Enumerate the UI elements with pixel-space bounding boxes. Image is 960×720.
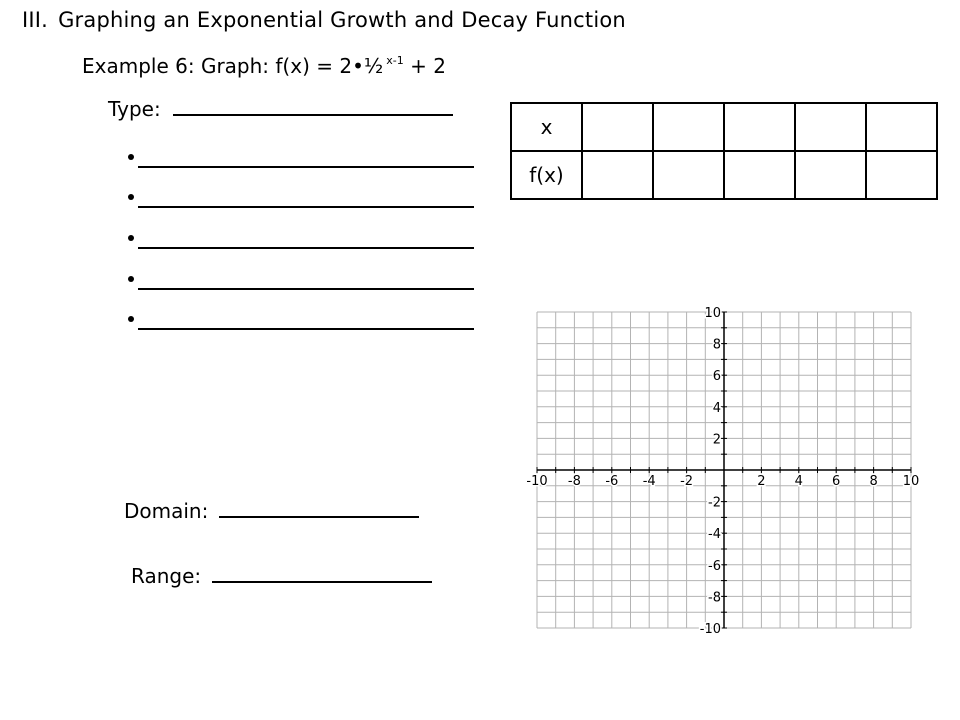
type-field	[108, 96, 453, 121]
section-title: Graphing an Exponential Growth and Decay Function	[58, 8, 626, 32]
table-cell[interactable]	[795, 103, 866, 151]
y-tick-label: -2	[708, 495, 721, 511]
y-tick-label: 2	[712, 432, 721, 448]
table-cell[interactable]	[582, 103, 653, 151]
domain-label: Domain:	[124, 499, 209, 523]
table-row-label: x	[511, 103, 582, 151]
x-tick-label: 6	[832, 474, 841, 489]
bullet-answer-blank[interactable]	[138, 188, 474, 208]
table-row-label: f(x)	[511, 151, 582, 199]
x-tick-label: -2	[680, 474, 694, 489]
table-cell[interactable]	[866, 103, 937, 151]
y-tick-label: -10	[699, 622, 721, 637]
bullet-icon	[128, 235, 134, 241]
table-cell[interactable]	[724, 151, 795, 199]
bullet-icon	[128, 276, 134, 282]
table-cell[interactable]	[653, 103, 724, 151]
domain-field	[124, 498, 419, 523]
x-tick-label: 4	[794, 474, 803, 489]
domain-answer-blank[interactable]	[219, 498, 419, 518]
table-cell[interactable]	[653, 151, 724, 199]
type-answer-blank[interactable]	[173, 96, 453, 116]
coordinate-grid	[526, 302, 920, 637]
x-tick-label: -4	[642, 474, 656, 489]
y-tick-label: -8	[708, 590, 721, 606]
example-exponent: x-1	[386, 54, 404, 68]
bullet-icon	[128, 154, 134, 160]
bullet-blank-4	[128, 270, 474, 295]
x-tick-label: 2	[757, 474, 766, 489]
bullet-blank-2	[128, 188, 474, 213]
y-tick-label: 6	[712, 369, 721, 385]
bullet-answer-blank[interactable]	[138, 148, 474, 168]
example-text: Example 6: Graph: f(x) = 2•½	[82, 54, 384, 78]
section-numeral: III.	[22, 8, 49, 32]
x-tick-label: 10	[902, 474, 920, 489]
bullet-answer-blank[interactable]	[138, 229, 474, 249]
bullet-icon	[128, 316, 134, 322]
y-tick-label: -6	[708, 558, 721, 574]
table-cell[interactable]	[866, 151, 937, 199]
y-tick-label: 10	[704, 306, 721, 321]
bullet-answer-blank[interactable]	[138, 310, 474, 330]
table-row	[511, 151, 937, 199]
bullet-icon	[128, 194, 134, 200]
bullet-answer-blank[interactable]	[138, 270, 474, 290]
bullet-blank-5	[128, 310, 474, 335]
x-tick-label: -8	[567, 474, 581, 489]
x-tick-label: -6	[605, 474, 619, 489]
range-label: Range:	[131, 564, 202, 588]
table-cell[interactable]	[795, 151, 866, 199]
bullet-blank-3	[128, 229, 474, 254]
x-tick-label: -10	[526, 474, 548, 489]
y-tick-label: -4	[708, 527, 721, 543]
x-tick-label: 8	[869, 474, 878, 489]
y-tick-label: 4	[712, 400, 721, 416]
table-cell[interactable]	[724, 103, 795, 151]
range-field	[131, 563, 432, 588]
type-label: Type:	[108, 97, 161, 121]
section-heading	[22, 8, 626, 32]
table-cell[interactable]	[582, 151, 653, 199]
example-tail: + 2	[410, 54, 446, 78]
value-table	[510, 102, 938, 200]
table-row	[511, 103, 937, 151]
bullet-blank-1	[128, 148, 474, 173]
example-prompt	[82, 54, 446, 78]
y-tick-label: 8	[712, 337, 721, 353]
range-answer-blank[interactable]	[212, 563, 432, 583]
